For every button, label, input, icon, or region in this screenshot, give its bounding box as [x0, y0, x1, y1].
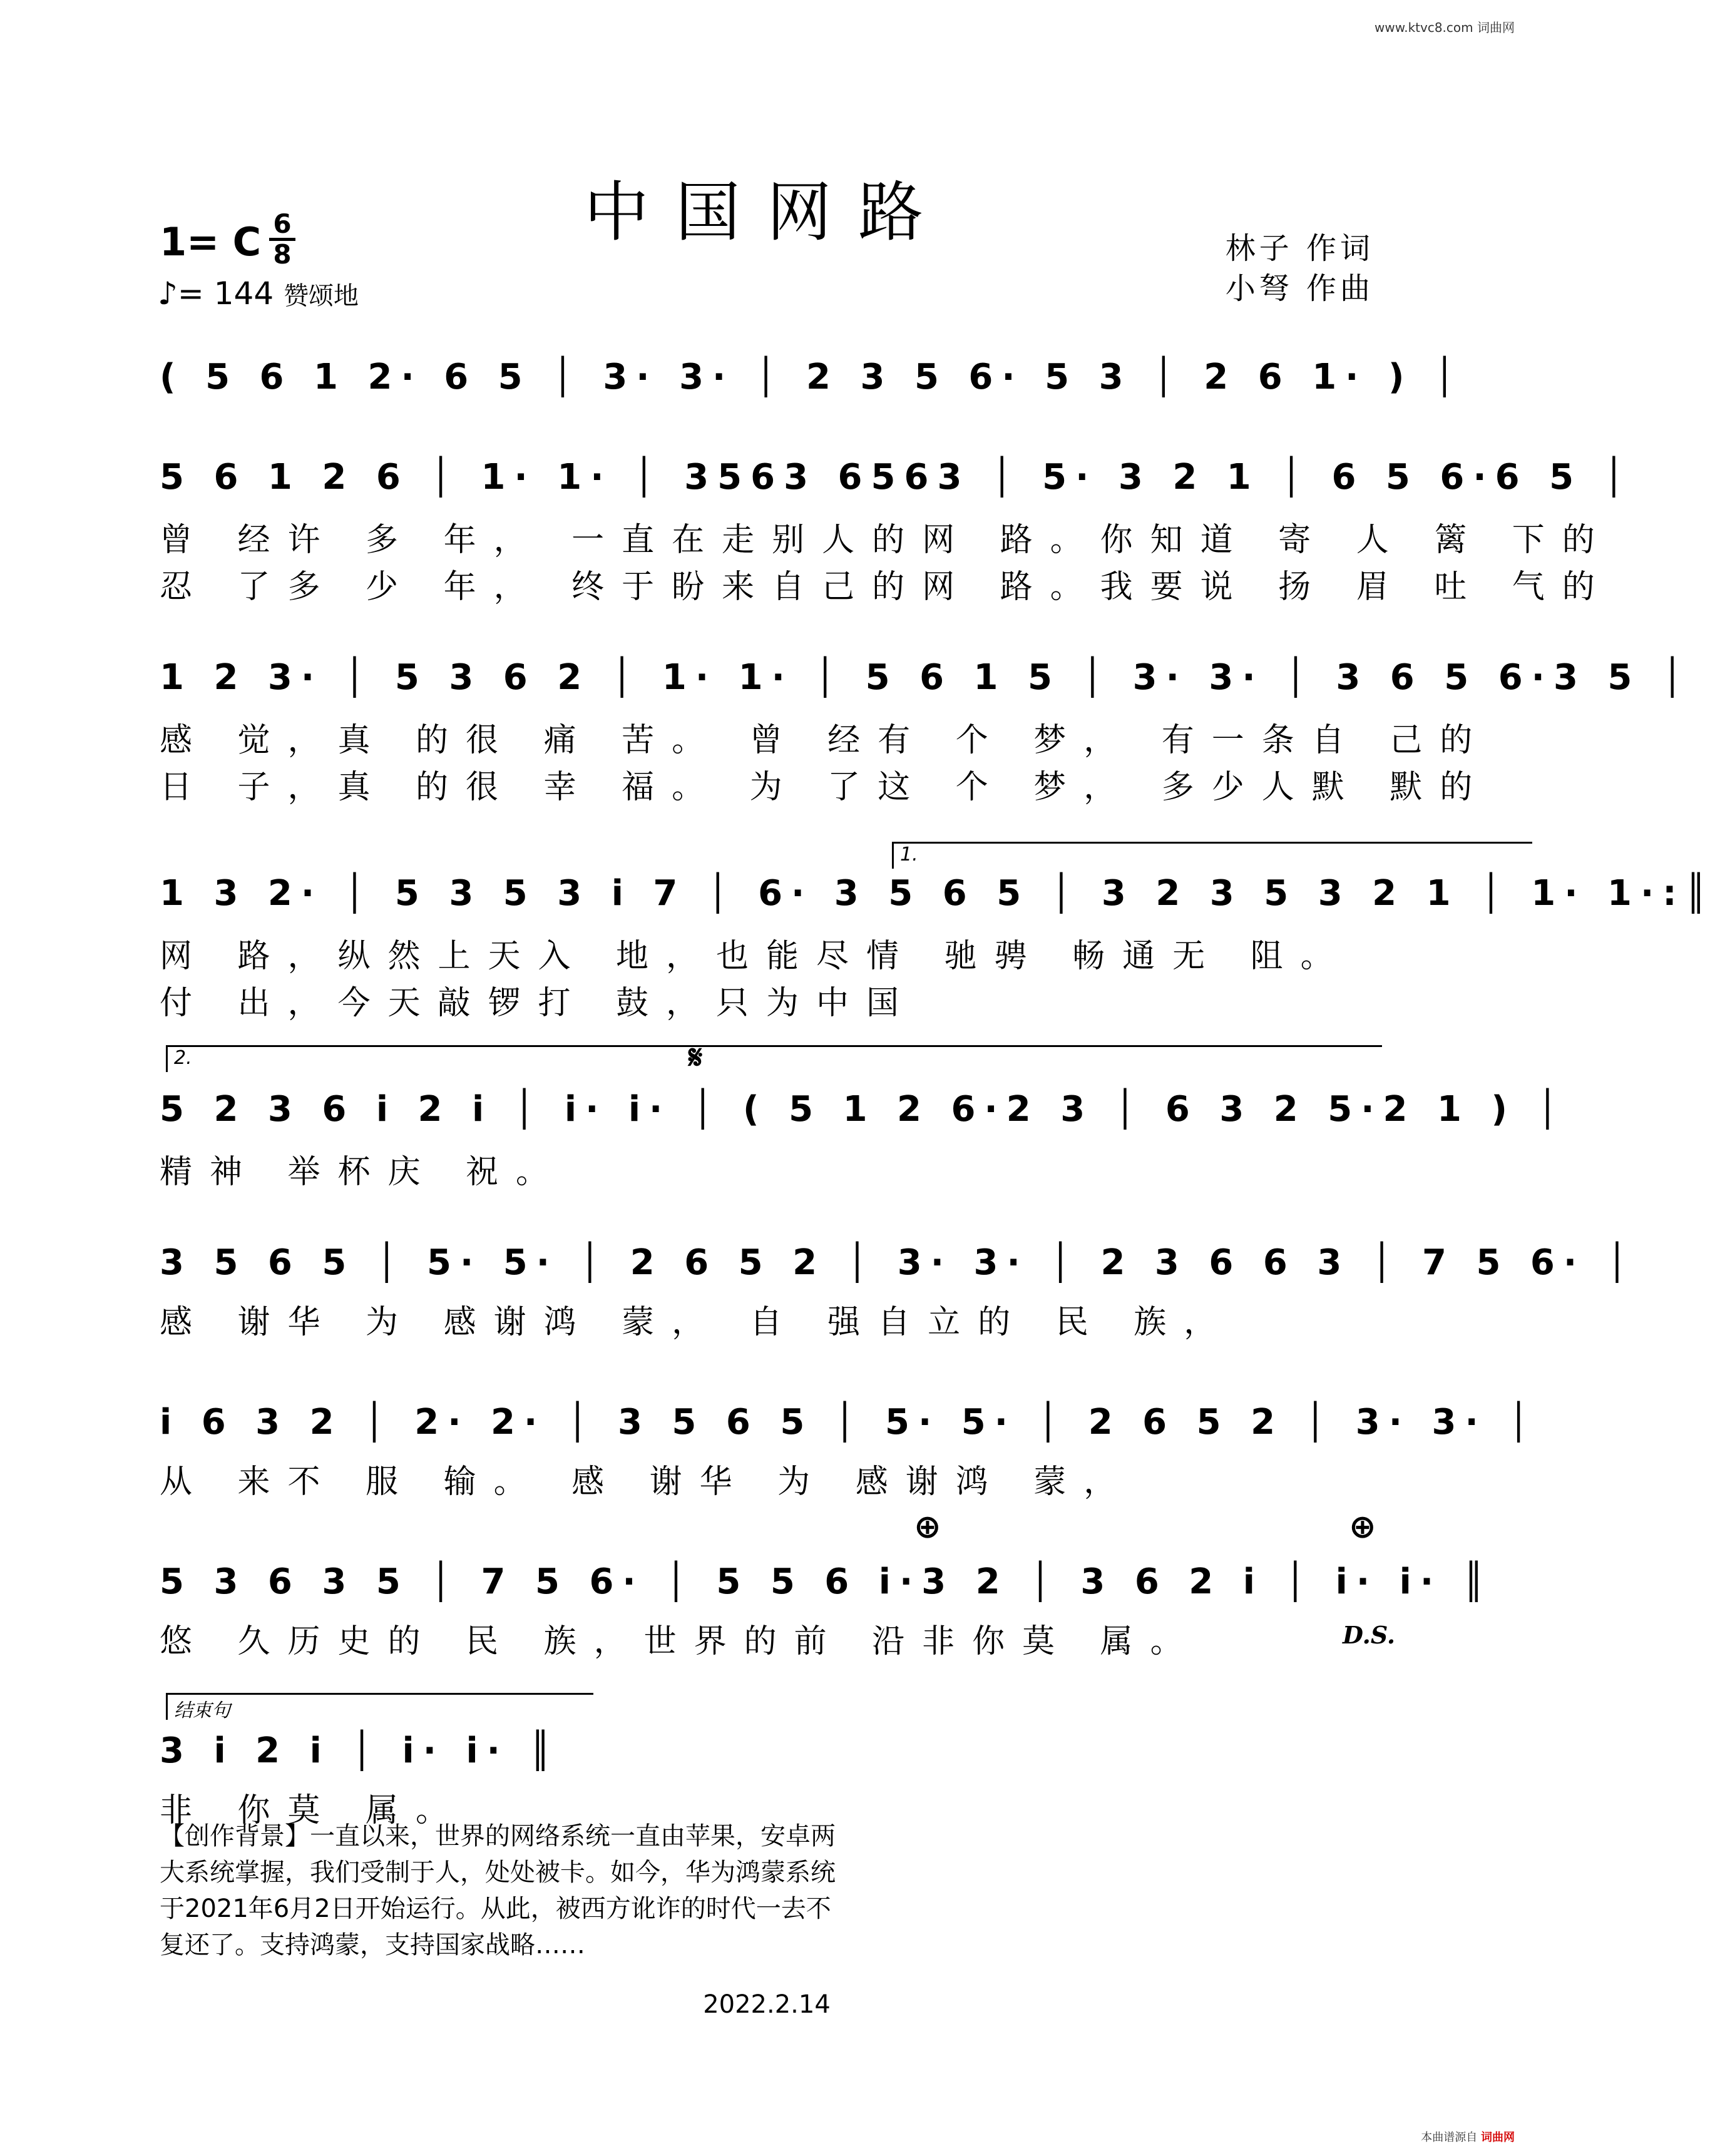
lyrics-verse-1: 悠 久历史的 民 族，世界的前 沿非你莫 属。	[160, 1623, 1200, 1660]
lyrics-verse-1: 曾 经许 多 年， 一直在走别人的网 路。你知道 寄 人 篱 下的	[160, 521, 1612, 559]
lyrics-verse-2: 忍 了多 少 年， 终于盼来自己的网 路。我要说 扬 眉 吐 气的	[160, 568, 1612, 606]
lyrics-verse-1: 网 路，纵然上天入 地，也能尽情 驰骋 畅通无 阻。	[160, 938, 1351, 975]
lyrics-verse-2: 日 子，真 的很 幸 福。 为 了这 个 梦， 多少人默 默的	[160, 769, 1490, 806]
composer: 小弩 作曲	[1225, 271, 1374, 306]
lyrics-verse-1: 非 你莫 属。	[160, 1792, 466, 1829]
time-bottom: 8	[273, 239, 292, 270]
notes-row: 5 6 1 2 6 │ 1· 1· │ 3563 6563 │ 5· 3 2 1 │ 6 5 6·6 5 │	[160, 457, 1634, 498]
score-row-1	[160, 350, 1464, 419]
ds-marking: D.S.	[1343, 1621, 1396, 1649]
song-title: 中国网路	[583, 174, 950, 250]
notes-row: 1 2 3· │ 5 3 6 2 │ 1· 1· │ 5 6 1 5 │ 3· 3· │ 3 6 5 6·3 5 │	[160, 657, 1692, 698]
volta-2: 2.	[166, 1045, 1382, 1072]
time-top: 6	[273, 208, 292, 239]
lyrics-verse-1: 感 觉，真 的很 痛 苦。 曾 经有 个 梦， 有一条自 己的	[160, 722, 1490, 759]
lyrics-verse-1: 精神 举杯庆 祝。	[160, 1153, 566, 1191]
coda-icon: ⊕	[1349, 1508, 1376, 1546]
notes-row: 3 5 6 5 │ 5· 5· │ 2 6 5 2 │ 3· 3· │ 2 3 6 6 3 │ 7 5 6· │	[160, 1242, 1637, 1283]
footer-source-label: 本曲谱源自	[1421, 2131, 1478, 2144]
notes-row: 5 2 3 6 i 2 i │ i· i· │ ( 5 1 2 6·2 3 │ 6 3 2 5·2 1 ) │	[160, 1089, 1567, 1130]
key-signature: 1= C	[160, 219, 262, 265]
site-url: www.ktvc8.com	[1374, 20, 1473, 35]
credits	[1226, 228, 1374, 309]
score-row-6	[160, 1236, 1637, 1342]
lyricist: 林子 作词	[1225, 231, 1374, 266]
ending-bracket: 结束句	[166, 1693, 593, 1720]
tempo-value: = 144	[177, 275, 274, 312]
site-name: 词曲网	[1477, 20, 1515, 35]
segno-icon: 𝄋	[689, 1039, 703, 1076]
tempo	[158, 275, 359, 312]
footer-source	[1421, 2128, 1515, 2145]
score-row-4	[160, 844, 1715, 1029]
notes-row: 3 i 2 i │ i· i· ║	[160, 1730, 560, 1771]
coda-icon: ⊕	[914, 1508, 941, 1546]
eighth-note-icon: ♪	[158, 275, 178, 312]
footer-site: 词曲网	[1481, 2131, 1515, 2144]
score-row-3	[160, 651, 1692, 806]
notes-row: 1 3 2· │ 5 3 5 3 i 7 │ 6· 3 5 6 5 │ 3 2 3 5 3 2 1 │ 1· 1·:║	[160, 873, 1715, 914]
notes-row: i 6 3 2 │ 2· 2· │ 3 5 6 5 │ 5· 5· │ 2 6 5 2 │ 3· 3· │	[160, 1402, 1538, 1443]
tempo-mood: 赞颂地	[284, 282, 359, 310]
lyrics-verse-1: 感 谢华 为 感谢鸿 蒙， 自 强自立的 民 族，	[160, 1304, 1234, 1341]
score-row-2	[160, 451, 1634, 606]
date: 2022.2.14	[703, 1990, 831, 2019]
lyrics-verse-2: 付 出，今天敲锣打 鼓，只为中国	[160, 984, 917, 1022]
site-header	[1375, 18, 1515, 36]
score-row-5	[160, 1039, 1567, 1195]
score-row-8	[160, 1508, 1493, 1662]
score-row-9	[160, 1700, 1380, 1829]
notes-row: 5 3 6 3 5 │ 7 5 6· │ 5 5 6 i·3 2 │ 3 6 2 i │ i· i· ║	[160, 1561, 1493, 1602]
volta-1: 1.	[892, 842, 1532, 869]
creation-background: 【创作背景】一直以来，世界的网络系统一直由苹果，安卓两大系统掌握，我们受制于人，处处被卡。如今，华为鸿蒙系统于2021年6月2日开始运行。从此，被西方讹诈的时代一去不复还了。支持鸿蒙，支持国家战略……	[160, 1822, 836, 1959]
lyrics-verse-1: 从 来不 服 输。 感 谢华 为 感谢鸿 蒙，	[160, 1463, 1134, 1501]
time-signature	[269, 208, 295, 270]
notes-row: ( 5 6 1 2· 6 5 │ 3· 3· │ 2 3 5 6· 5 3 │ 2 6 1· ) │	[160, 357, 1464, 397]
score-row-7	[160, 1396, 1538, 1502]
